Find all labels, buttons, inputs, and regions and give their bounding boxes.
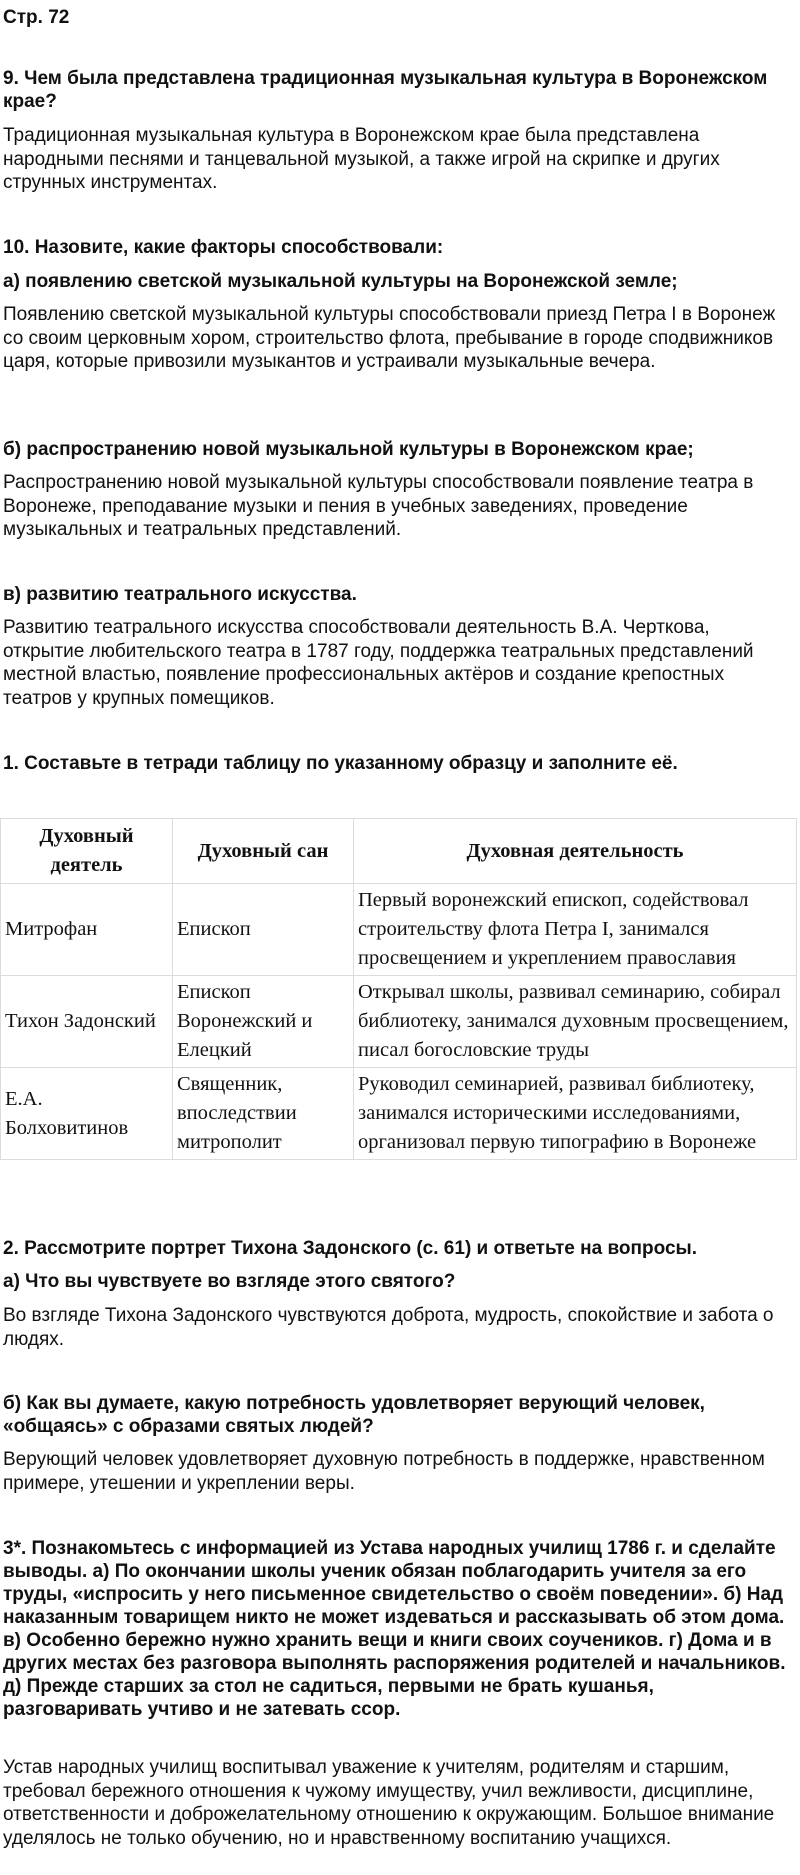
question-10: 10. Назовите, какие факторы способствовали: xyxy=(3,237,444,258)
task-1-table: 1. Составьте в тетради таблицу по указанному образцу и заполните её. xyxy=(3,753,678,774)
question-10c: в) развитию театрального искусства. xyxy=(3,584,357,605)
table-row xyxy=(1,1068,797,1160)
table-header-row xyxy=(1,819,797,884)
table-row xyxy=(1,884,797,976)
answer-10b: Распространению новой музыкальной культуры способствовали появление театра в Воронеже, преподавание музыки и пения в учебных заведениях, проведение музыкальных и театральных представлений. xyxy=(3,472,754,540)
question-2a: а) Что вы чувствуете во взгляде этого святого? xyxy=(3,1271,456,1292)
page-number-label: Стр. 72 xyxy=(3,7,70,28)
question-10a: а) появлению светской музыкальной культуры на Воронежской земле; xyxy=(3,271,678,292)
question-9: 9. Чем была представлена традиционная музыкальная культура в Воронежском крае? xyxy=(3,68,768,112)
question-2: 2. Рассмотрите портрет Тихона Задонского (с. 61) и ответьте на вопросы. xyxy=(3,1238,698,1259)
header-activity: Духовная деятельность xyxy=(354,819,797,884)
cell-rank: Священник, впоследствии митрополит xyxy=(173,1068,354,1160)
cell-activity: Открывал школы, развивал семинарию, собирал библиотеку, занимался духовным просвещением, писал богословские труды xyxy=(354,976,797,1068)
answer-10a: Появлению светской музыкальной культуры способствовали приезд Петра I в Воронеж со своим церковным хором, строительство флота, пребывание в городе сподвижников царя, которые привозили музыкантов и устраивали музыкальные вечера. xyxy=(3,304,776,372)
answer-9: Традиционная музыкальная культура в Воронежском крае была представлена народными песнями и танцевальной музыкой, а также игрой на скрипке и других струнных инструментах. xyxy=(3,125,720,193)
cell-figure: Митрофан xyxy=(1,884,173,976)
cell-activity: Руководил семинарией, развивал библиотеку, занимался историческими исследованиями, организовал первую типографию в Воронеже xyxy=(354,1068,797,1160)
answer-2b: Верующий человек удовлетворяет духовную потребность в поддержке, нравственном примере, утешении и укреплении веры. xyxy=(3,1449,765,1494)
cell-rank: Епископ xyxy=(173,884,354,976)
cell-figure: Тихон Задонский xyxy=(1,976,173,1068)
header-rank: Духовный сан xyxy=(173,819,354,884)
answer-10c: Развитию театрального искусства способствовали деятельность В.А. Черткова, открытие любительского театра в 1787 году, поддержка театральных представлений местной властью, появление профессиональных актёров и создание крепостных театров у крупных помещиков. xyxy=(3,617,754,709)
question-3: 3*. Познакомьтесь с информацией из Устава народных училищ 1786 г. и сделайте выводы. а) По окончании школы ученик обязан поблагодарить учителя за его труды, «испросить у него письменное свидетельство о своём поведении». б) Над наказанным товарищем никто не может издеваться и рассказывать об этом дома. в) Особенно бережно нужно хранить вещи и книги своих соучеников. г) Дома и в других местах без разговора выполнять распоряжения родителей и начальников. д) Прежде старших за стол не садиться, первыми не брать кушанья, разговаривать учтиво и не затевать ссор. xyxy=(3,1538,786,1720)
cell-rank: Епископ Воронежский и Елецкий xyxy=(173,976,354,1068)
answer-2a: Во взгляде Тихона Задонского чувствуются доброта, мудрость, спокойствие и забота о людях. xyxy=(3,1305,774,1350)
table-row xyxy=(1,976,797,1068)
clergy-table xyxy=(0,818,797,1160)
header-figure: Духовный деятель xyxy=(1,819,173,884)
cell-figure: Е.А. Болховитинов xyxy=(1,1068,173,1160)
cell-activity: Первый воронежский епископ, содействовал строительству флота Петра I, занимался просвещением и укреплением православия xyxy=(354,884,797,976)
question-10b: б) распространению новой музыкальной культуры в Воронежском крае; xyxy=(3,439,694,460)
answer-3: Устав народных училищ воспитывал уважение к учителям, родителям и старшим, требовал бережного отношения к чужому имуществу, учил вежливости, дисциплине, ответственности и доброжелательному отношению к окружающим. Большое внимание уделялось не только обучению, но и нравственному воспитанию учащихся. xyxy=(3,1757,775,1849)
question-2b: б) Как вы думаете, какую потребность удовлетворяет верующий человек, «общаясь» с образами святых людей? xyxy=(3,1393,705,1437)
